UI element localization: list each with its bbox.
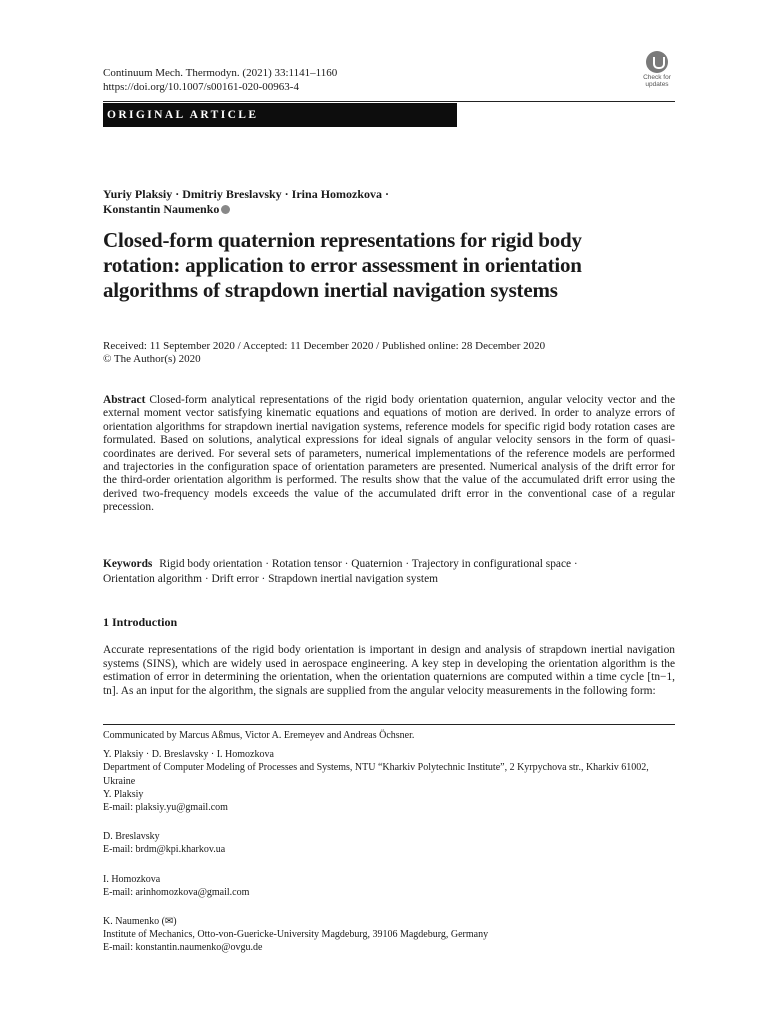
email-homozkova[interactable]: E-mail: arinhomozkova@gmail.com bbox=[103, 886, 250, 898]
keywords-line-1-wrap bbox=[103, 557, 675, 572]
abstract-label: Abstract bbox=[103, 394, 146, 406]
affiliation-names: Y. Plaksiy · D. Breslavsky · I. Homozkova bbox=[103, 749, 274, 761]
affiliation-group-naumenko bbox=[103, 915, 675, 955]
author-list bbox=[103, 187, 663, 217]
check-for-updates-badge[interactable] bbox=[638, 51, 676, 91]
journal-reference: Continuum Mech. Thermodyn. (2021) 33:1141–1160 bbox=[103, 67, 338, 79]
author-plaksiy: Y. Plaksiy bbox=[103, 788, 144, 800]
title-line-1: Closed-form quaternion representations for rigid body bbox=[103, 228, 582, 252]
affiliation-group-kharkiv bbox=[103, 748, 675, 814]
header-rule bbox=[103, 101, 675, 102]
footnote-rule bbox=[103, 724, 675, 725]
copyright: © The Author(s) 2020 bbox=[103, 353, 201, 365]
doi-link[interactable]: https://doi.org/10.1007/s00161-020-00963-4 bbox=[103, 81, 299, 93]
keywords bbox=[103, 557, 675, 587]
journal-citation bbox=[103, 66, 523, 94]
affiliation-group-homozkova bbox=[103, 873, 675, 899]
keywords-label: Keywords bbox=[103, 558, 153, 570]
title-line-3: algorithms of strapdown inertial navigation systems bbox=[103, 278, 558, 302]
email-naumenko[interactable]: E-mail: konstantin.naumenko@ovgu.de bbox=[103, 942, 263, 954]
bookmark-icon bbox=[646, 51, 668, 73]
article-type-banner: ORIGINAL ARTICLE bbox=[103, 103, 457, 127]
author-naumenko: K. Naumenko (✉) bbox=[103, 916, 177, 928]
authors-line-1: Yuriy Plaksiy · Dmitriy Breslavsky · Irina Homozkova · bbox=[103, 187, 390, 201]
introduction-paragraph: Accurate representations of the rigid body orientation is important in design and analysis of strapdown inertial navigation systems (SINS), which are widely used in aerospace engineering. A key step in developing the orientation algorithm is the estimation of error in determining the orientation, when the orientation quaternions are computed within a time cycle [tn−1, tn]. As an input for the algorithm, the signals are supplied from the angular velocity measurements in the following form: bbox=[103, 644, 675, 697]
title-line-2: rotation: application to error assessment in orientation bbox=[103, 253, 582, 277]
badge-line-1: Check for bbox=[643, 74, 671, 81]
badge-label bbox=[638, 74, 676, 88]
email-plaksiy[interactable]: E-mail: plaksiy.yu@gmail.com bbox=[103, 802, 228, 814]
orcid-icon[interactable] bbox=[221, 205, 230, 214]
abstract bbox=[103, 394, 675, 515]
author-breslavsky: D. Breslavsky bbox=[103, 831, 160, 843]
author-footnotes bbox=[103, 729, 675, 971]
communicated-by: Communicated by Marcus Aßmus, Victor A. Eremeyev and Andreas Öchsner. bbox=[103, 730, 415, 741]
publication-dates bbox=[103, 340, 663, 366]
article-title bbox=[103, 228, 663, 303]
authors-line-2-wrap bbox=[103, 202, 663, 217]
author-homozkova: I. Homozkova bbox=[103, 873, 161, 885]
keywords-line-1: Rigid body orientation · Rotation tensor · Quaternion · Trajectory in configurational space · bbox=[159, 558, 578, 570]
keywords-line-2: Orientation algorithm · Drift error · Strapdown inertial navigation system bbox=[103, 573, 438, 585]
badge-line-2: updates bbox=[645, 81, 669, 88]
section-heading-introduction: 1 Introduction bbox=[103, 615, 178, 629]
authors-line-2: Konstantin Naumenko bbox=[103, 202, 220, 216]
abstract-text: Closed-form analytical representations of the rigid body orientation quaternion, angular velocity vector and the external moment vector satisfying kinematic equations and equations of motion are derived. In order to analyze errors of orientation algorithms for strapdown inertial navigation systems, reference models for specific rigid body rotation cases are formulated. Based on solutions, analytical expressions for ideal signals of angular velocity sensors in the form of quasi-coordinates are derived. For several sets of parameters, numerical implementations of the reference models are performed and trajectories in the configuration space of orientation parameters are presented. Numerical analysis of the drift error for the third-order orientation algorithm is performed. The results show that the value of the accumulated drift error using the derived two-frequency models exceeds the value of the accumulated drift error in the conventional case of a regular precession. bbox=[103, 394, 675, 514]
date-history: Received: 11 September 2020 / Accepted: 11 December 2020 / Published online: 28 December 2020 bbox=[103, 340, 546, 352]
affiliation-group-breslavsky bbox=[103, 830, 675, 856]
affiliation-kharkiv: Department of Computer Modeling of Processes and Systems, NTU “Kharkiv Polytechnic Institute”, 2 Kyrpychova str., Kharkiv 61002, Ukraine bbox=[103, 762, 649, 787]
affiliation-magdeburg: Institute of Mechanics, Otto-von-Guericke-University Magdeburg, 39106 Magdeburg, Germany bbox=[103, 929, 489, 941]
email-breslavsky[interactable]: E-mail: brdm@kpi.kharkov.ua bbox=[103, 844, 226, 856]
